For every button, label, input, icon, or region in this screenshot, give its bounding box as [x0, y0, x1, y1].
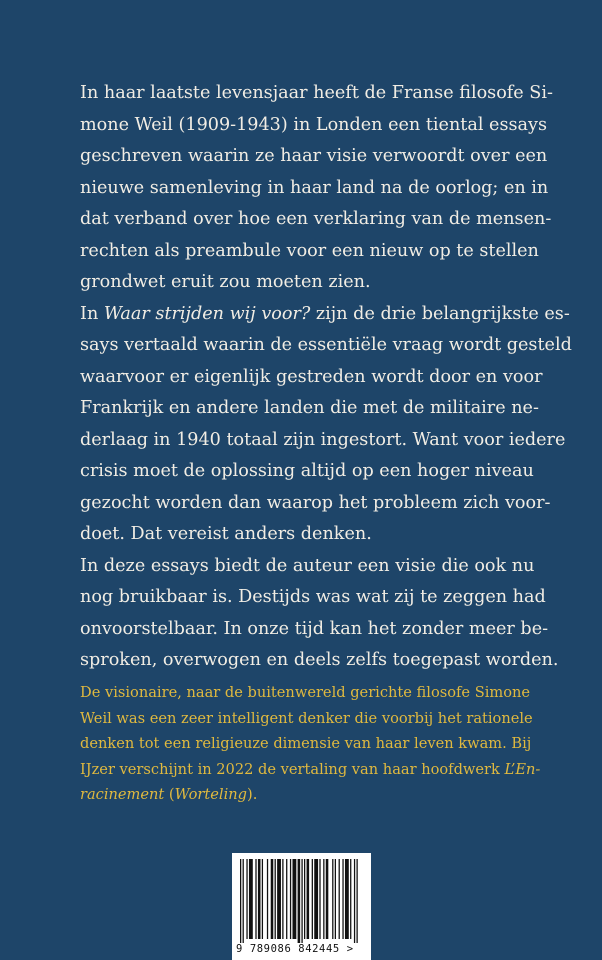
barcode-bar [354, 859, 355, 943]
blurb-paragraph-1 [80, 78, 553, 299]
work-title-translation: Worteling [174, 786, 247, 803]
blurb-text-span: zijn de drie belangrijkste es- [310, 303, 570, 324]
barcode-bar [258, 859, 261, 939]
barcode-bar [301, 859, 302, 943]
blurb-line: nog bruikbaar is. Destijds was wat zij te zeggen had [80, 587, 546, 607]
barcode-bar [255, 859, 256, 939]
barcode-bar [304, 859, 305, 939]
author-tagline [80, 680, 541, 808]
blurb-line: rechten als preambule voor een nieuw op te stellen [80, 240, 539, 261]
barcode-bar [314, 859, 318, 939]
barcode-bar [298, 859, 301, 943]
tagline-line: denken tot een religieuze dimensie van haar leven kwam. Bij [80, 735, 532, 752]
barcode-bar [246, 859, 247, 939]
barcode-bar [323, 859, 324, 939]
barcode-bar [286, 859, 287, 939]
blurb-text [80, 78, 572, 677]
barcode-bar [267, 859, 268, 939]
blurb-line: mone Weil (1909-1943) in Londen een tiental essays [80, 114, 547, 135]
tagline-line: De visionaire, naar de buitenwereld gerichte filosofe Simone [80, 684, 531, 701]
barcode-bar [319, 859, 320, 939]
barcode-bar [240, 859, 241, 943]
barcode-bar [282, 859, 283, 939]
barcode-bar [262, 859, 263, 939]
blurb-line: derlaag in 1940 totaal zijn ingestort. Want voor iedere [80, 429, 566, 450]
blurb-line: gezocht worden dan waarop het probleem zich voor- [80, 492, 551, 513]
isbn-number: 9 789086 842445 > [236, 943, 354, 955]
tagline-text-span: ( [164, 786, 175, 803]
barcode-bar [277, 859, 281, 939]
work-title: L’En- [504, 760, 541, 778]
blurb-line: crisis moet de oplossing altijd op een hoger niveau [80, 461, 534, 481]
blurb-line: grondwet eruit zou moeten zien. [80, 272, 371, 292]
barcode-bar [243, 859, 244, 943]
blurb-paragraph-3 [80, 551, 559, 677]
barcode-bar [332, 859, 333, 939]
barcode-bar [345, 859, 349, 939]
barcode-bar [307, 859, 310, 939]
tagline-line: Weil was een zeer intelligent denker die voorbij het rationele [80, 709, 533, 727]
barcode-bar [290, 859, 291, 939]
barcode-bar [350, 859, 351, 939]
barcode-bar [312, 859, 313, 939]
tagline-text-span: IJzer verschijnt in 2022 de vertaling van haar hoofdwerk [80, 760, 505, 778]
blurb-line: geschreven waarin ze haar visie verwoordt over een [80, 146, 548, 166]
blurb-line: onvoorstelbaar. In onze tijd kan het zonder meer be- [80, 618, 549, 639]
barcode-bar [292, 859, 296, 939]
tagline-line [80, 782, 522, 808]
blurb-line: dat verband over hoe een verklaring van de mensen- [80, 209, 552, 229]
book-title: Waar strijden wij voor? [103, 303, 311, 324]
blurb-line: sproken, overwogen en deels zelfs toegepast worden. [80, 650, 559, 670]
barcode-bar [326, 859, 329, 939]
barcode-bar [275, 859, 276, 939]
barcode-bar [271, 859, 274, 939]
blurb-line: waarvoor er eigenlijk gestreden wordt door en voor [80, 366, 543, 387]
work-title: racinement [80, 786, 165, 803]
barcode-bar [249, 859, 253, 939]
barcode [232, 853, 371, 960]
blurb-paragraph-2 [80, 299, 572, 551]
blurb-line: Frankrijk en andere landen die met de militaire ne- [80, 398, 539, 418]
barcode-bar [356, 859, 357, 943]
tagline-line [80, 757, 541, 783]
blurb-line: nieuwe samenleving in haar land na de oorlog; en in [80, 177, 549, 198]
barcode-bar [335, 859, 336, 939]
blurb-line: In haar laatste levensjaar heeft de Franse filosofe Si- [80, 83, 553, 103]
blurb-line: In deze essays biedt de auteur een visie die ook nu [80, 555, 535, 576]
blurb-text-span: In [80, 303, 104, 324]
blurb-line: says vertaald waarin de essentiële vraag wordt gesteld [80, 335, 572, 355]
barcode-bar [342, 859, 343, 939]
tagline-text-span: ). [247, 786, 258, 803]
barcode-bar [339, 859, 340, 939]
blurb-line [80, 299, 570, 331]
blurb-line: doet. Dat vereist anders denken. [80, 524, 372, 544]
